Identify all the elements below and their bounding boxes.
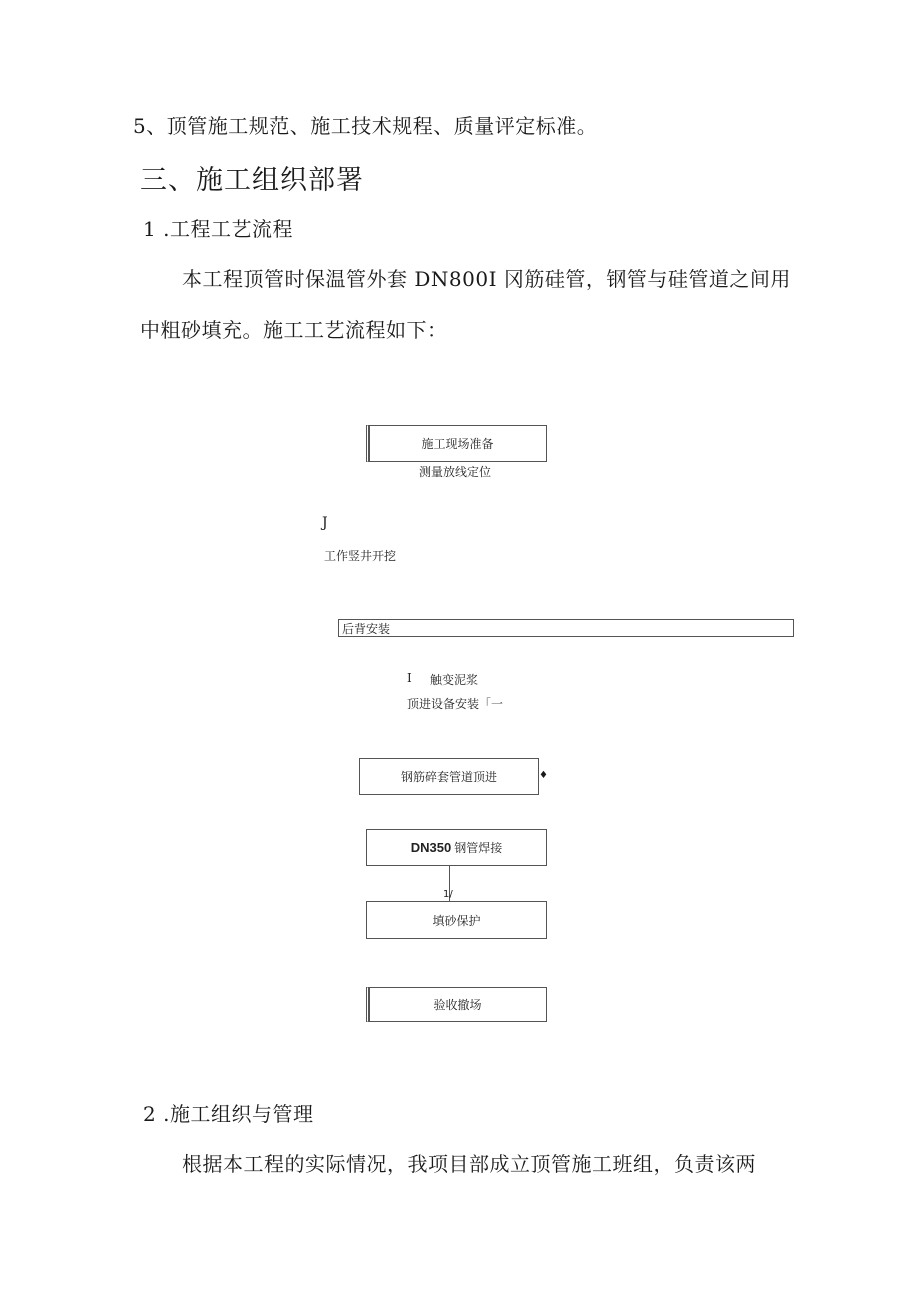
flow-box-pipe-welding-label: 钢管焊接 [454,841,503,855]
subsection-1-title: 1 .工程工艺流程 [143,217,293,241]
paragraph-1-line-2: 中粗砂填充。施工工艺流程如下： [140,318,448,342]
flow-box-backrest-install-label: 后背安装 [342,621,391,636]
diamond-icon: ♦ [539,770,548,781]
flow-step-shaft-excavation: 工作竖井开挖 [324,549,397,563]
paragraph-2-line-1: 根据本工程的实际情况，我项目部成立顶管施工班组，负责该两 [182,1152,756,1176]
subsection-2-title: 2 .施工组织与管理 [143,1102,314,1126]
flow-mark-i: I [407,671,412,685]
flow-step-equipment-install: 顶进设备安装「一 [407,697,504,711]
flow-step-thixotropic-mud: 触变泥浆 [430,673,479,687]
flow-box-pipe-jacking-label: 钢筋碎套管道顶进 [400,770,497,784]
flow-box-site-preparation-label: 施工现场准备 [421,437,494,451]
list-item-5: 5、顶管施工规范、施工技术规程、质量评定标准。 [133,114,598,138]
flow-box-acceptance [366,987,547,1022]
flow-step-survey: 测量放线定位 [419,465,492,479]
flow-arrow-mark: 1/ [443,889,453,900]
flow-box-backrest-install [338,619,794,637]
paragraph-1-line-1: 本工程顶管时保温管外套 DN800I 冈筋硅管，钢管与硅管道之间用 [182,267,791,291]
flow-box-site-preparation [366,425,547,462]
flow-box-acceptance-label: 验收撤场 [433,998,482,1012]
flow-box-sand-fill [366,901,547,939]
section-3-title: 三、施工组织部署 [140,165,364,196]
flow-mark-j: J [322,515,328,531]
flow-box-pipe-jacking [359,758,539,795]
flow-box-pipe-welding-spec: DN350 [410,840,452,855]
flow-box-sand-fill-label: 填砂保护 [432,913,481,928]
flow-box-pipe-welding [366,829,547,866]
